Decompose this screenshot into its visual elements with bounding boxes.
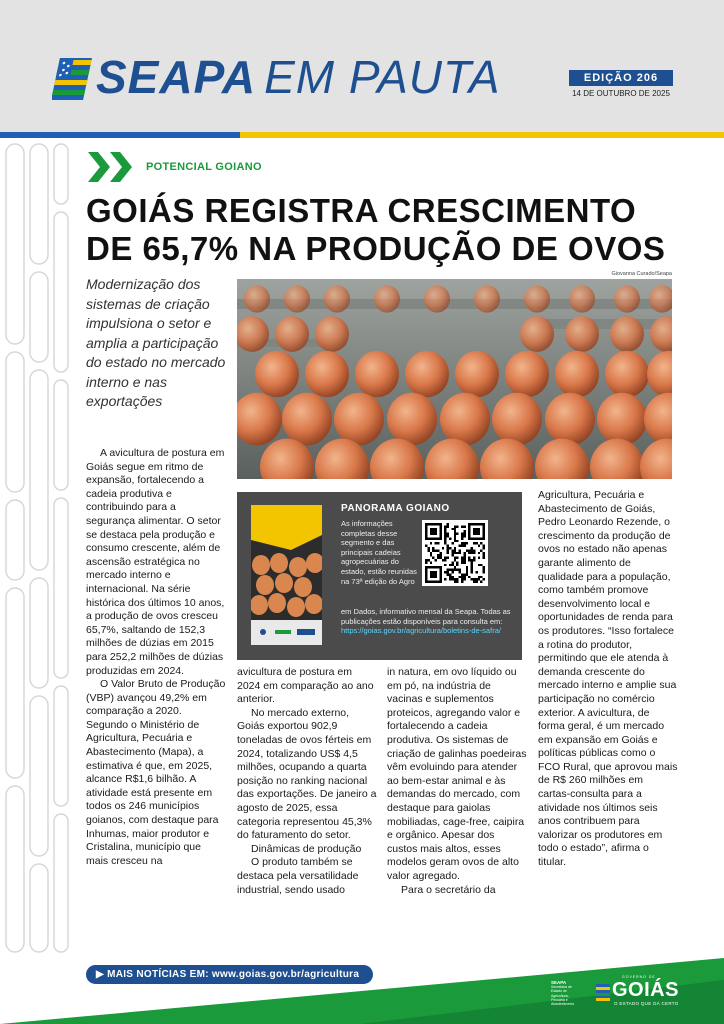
paragraph: avicultura de postura em 2024 em comparação ao ano anterior. bbox=[237, 666, 374, 706]
paragraph: A avicultura de postura em Goiás segue em ritmo de expansão, fortalecendo a cadeia produtiva e contribuindo para a segurança alimentar. O setor se destaca pela produção e consumo crescente, além de ascensão estratégica no mercado interno e internacional. Na série histórica dos últimos 10 anos, a produção de ovos cresceu 65,7%, saltando de 152,3 milhões de dúzias em 2015 para 252,2 milhões de dúzias produzidas em 2024. bbox=[86, 447, 225, 677]
panorama-goiano-box bbox=[237, 492, 522, 660]
egg-shape bbox=[440, 393, 490, 446]
egg-shape bbox=[387, 393, 437, 446]
paragraph: Agricultura, Pecuária e Abastecimento de Goiás, Pedro Leonardo Rezende, o crescimento da produção de ovos no estado não apenas garante alimento de qualidade para a população, como também promove desenvolvimento local e oportunidades de renda para os produtores. “Isso fortalece a rotina do produtor, permitindo que ele atenda à demanda crescente do mercado interno e amplie sua participação no comércio exterior. A avicultura, de forma geral, é um mercado em expansão em Goiás e políticas públicas como o FCO Rural, que aprovou mais de R$ 260 milhões em cartas-consulta para a atividade nos últimos seis anos contribuem para valorizar os produtores em todo o estado”, afirma o titular. bbox=[538, 489, 678, 869]
egg-shape bbox=[315, 316, 349, 352]
headline: GOIÁS REGISTRA CRESCIMENTO DE 65,7% NA PRODUÇÃO DE OVOS bbox=[86, 192, 666, 267]
egg-shape bbox=[405, 351, 449, 397]
egg-shape bbox=[355, 351, 399, 397]
egg-shape bbox=[569, 285, 595, 312]
more-news-link[interactable]: ▶ MAIS NOTÍCIAS EM: www.goias.gov.br/agricultura bbox=[86, 965, 373, 984]
subheading: Dinâmicas de produção bbox=[251, 842, 362, 855]
egg-shape bbox=[305, 351, 349, 397]
paragraph: O Valor Bruto de Produção (VBP) avançou 49,2% em comparação a 2020. Segundo o Ministério de Agricultura, Pecuária e Abastecimento (Mapa), a estimativa é que, em 2025, alcance R$1,6 bilhão. A atividade está presente em todos os 246 municípios goianos, com destaque para Inhumas, maior produtor e Cristalina, município que mais cresceu na bbox=[86, 678, 226, 867]
egg-shape bbox=[565, 316, 599, 352]
egg-shape bbox=[610, 316, 644, 352]
panel-text: As informações completas desse segmento e das principais cadeias agropecuárias do estado, estão reunidas na 73ª edição do Agro bbox=[341, 519, 417, 586]
egg-shape bbox=[324, 285, 350, 312]
article-column-1 bbox=[86, 447, 226, 868]
more-news-text[interactable]: MAIS NOTÍCIAS EM: www.goias.gov.br/agricultura bbox=[107, 969, 360, 980]
goias-wordmark: GOIÁS bbox=[612, 979, 679, 1001]
publication-title bbox=[96, 50, 500, 104]
side-pattern-decoration bbox=[0, 138, 72, 958]
egg-shape bbox=[244, 285, 270, 312]
panel-text-continued bbox=[341, 607, 511, 636]
paragraph: Para o secretário da bbox=[401, 883, 496, 896]
goias-top-text: GOVERNO DE bbox=[622, 975, 656, 979]
egg-shape bbox=[524, 285, 550, 312]
egg-shape bbox=[455, 351, 499, 397]
qr-code-icon[interactable] bbox=[422, 520, 488, 586]
egg-shape bbox=[334, 393, 384, 446]
egg-shape bbox=[597, 393, 647, 446]
magazine-title: AGRO DADOS bbox=[265, 509, 309, 534]
egg-shape bbox=[474, 285, 500, 312]
article-column-4 bbox=[538, 489, 678, 870]
egg-shape bbox=[492, 393, 542, 446]
eggs-photo bbox=[237, 279, 672, 479]
article-column-3 bbox=[387, 666, 527, 897]
seapa-small-desc: Secretaria de Estado de Agricultura, Pecuária e Abastecimento bbox=[551, 985, 575, 1007]
brand-bold: SEAPA bbox=[96, 51, 257, 103]
egg-shape bbox=[282, 393, 332, 446]
paragraph: O produto também se destaca pela versatilidade industrial, sendo usado bbox=[237, 856, 359, 896]
double-chevron-icon bbox=[88, 152, 136, 182]
egg-shape bbox=[284, 285, 310, 312]
paragraph: No mercado externo, Goiás exportou 902,9 toneladas de ovos férteis em 2024, totalizando US$ 4,5 milhões, ocupando a quarta posição no ranking nacional das exportações. De janeiro a agosto de 2025, essa categoria representou 45,3% do faturamento do setor. bbox=[237, 706, 377, 842]
edition-date: 14 DE OUTUBRO DE 2025 bbox=[572, 89, 670, 98]
brand-light: EM PAUTA bbox=[264, 51, 501, 103]
egg-shape bbox=[505, 351, 549, 397]
egg-shape bbox=[374, 285, 400, 312]
goias-flag-icon bbox=[52, 58, 92, 100]
goias-tagline: O ESTADO QUE DÁ CERTO bbox=[614, 1001, 679, 1006]
paragraph: in natura, em ovo líquido ou em pó, na indústria de vacinas e suplementos proteicos, agregando valor e fortalecendo a cadeia produtiva. Os sistemas de criação de galinhas poedeiras vêm evoluindo para atender ao bem-estar animal e às demandas do mercado, com destaque para gaiolas mobiliadas, cage-free, caipira e orgânico. Apesar dos custos mais altos, esses modelos geram ovos de alto valor agregado. bbox=[387, 666, 527, 882]
egg-shape bbox=[605, 351, 649, 397]
magazine-subtitle: OUTUBRO 2025 bbox=[263, 537, 290, 541]
seapa-footer-logo bbox=[551, 981, 583, 1006]
egg-shape bbox=[520, 316, 554, 352]
photo-credit: Giovanna Curado/Seapa bbox=[611, 271, 672, 277]
egg-shape bbox=[614, 285, 640, 312]
article-lead: Modernização dos sistemas de criação impulsiona o setor e amplia a participação do estado no mercado interno e nas exportações bbox=[86, 276, 226, 409]
panel-text-2: em Dados, informativo mensal da Seapa. Todas as publicações estão disponíveis para consulta em: bbox=[341, 607, 511, 626]
egg-shape bbox=[275, 316, 309, 352]
edition-badge: EDIÇÃO 206 bbox=[569, 70, 673, 86]
color-stripe bbox=[0, 132, 724, 138]
seapa-small-title: SEAPA bbox=[551, 980, 567, 985]
egg-shape bbox=[255, 351, 299, 397]
egg-shape bbox=[555, 351, 599, 397]
egg-shape bbox=[545, 393, 595, 446]
section-kicker: POTENCIAL GOIANO bbox=[146, 161, 262, 173]
article-column-2 bbox=[237, 666, 377, 897]
egg-shape bbox=[424, 285, 450, 312]
panel-title: PANORAMA GOIANO bbox=[341, 503, 450, 514]
boletins-link[interactable]: https://goias.gov.br/agricultura/boletins-de-safra/ bbox=[341, 626, 501, 636]
agro-dados-magazine-cover bbox=[251, 505, 322, 645]
